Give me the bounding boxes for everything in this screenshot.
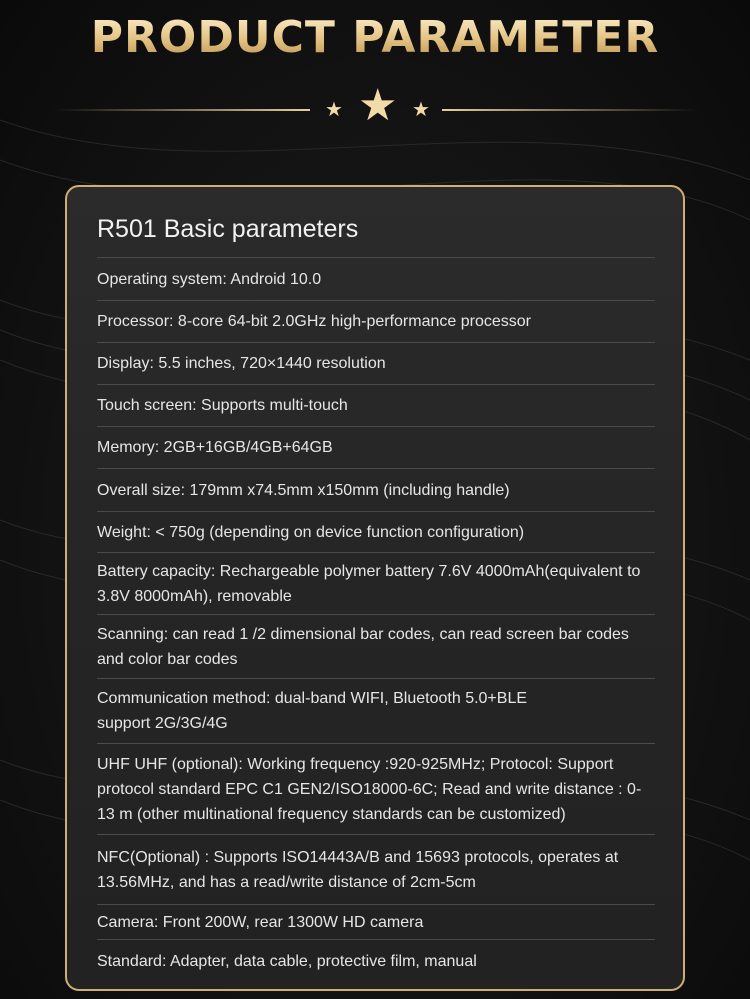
- parameter-row-size: Overall size: 179mm x74.5mm x150mm (including handle): [97, 468, 655, 511]
- parameter-row-weight: Weight: < 750g (depending on device function configuration): [97, 511, 655, 552]
- title-divider: [0, 80, 750, 134]
- parameter-row-os: Operating system: Android 10.0: [97, 257, 655, 300]
- divider-line-right: [442, 109, 697, 111]
- star-icon: ★: [412, 97, 430, 121]
- page-title: PRODUCT PARAMETER: [0, 12, 750, 63]
- parameter-row-uhf: UHF UHF (optional): Working frequency :920-925MHz; Protocol: Support protocol standard EPC C1 GEN2/ISO18000-6C; Read and write distance : 0-13 m (other multinational frequency standards can be customized): [97, 743, 655, 834]
- parameter-row-nfc: NFC(Optional) : Supports ISO14443A/B and 15693 protocols, operates at 13.56MHz, and has a read/write distance of 2cm-5cm: [97, 834, 655, 904]
- parameters-list: [97, 257, 655, 982]
- star-icon: ★: [358, 80, 398, 131]
- divider-line-left: [55, 109, 310, 111]
- card-title: R501 Basic parameters: [97, 215, 359, 243]
- parameter-row-scanning: Scanning: can read 1 /2 dimensional bar codes, can read screen bar codes and color bar codes: [97, 614, 655, 678]
- parameter-row-touch: Touch screen: Supports multi-touch: [97, 384, 655, 426]
- parameter-row-processor: Processor: 8-core 64-bit 2.0GHz high-performance processor: [97, 300, 655, 342]
- parameter-row-memory: Memory: 2GB+16GB/4GB+64GB: [97, 426, 655, 468]
- parameter-row-battery: Battery capacity: Rechargeable polymer battery 7.6V 4000mAh(equivalent to 3.8V 8000mAh), removable: [97, 552, 655, 614]
- parameter-row-standard: Standard: Adapter, data cable, protective film, manual: [97, 939, 655, 982]
- parameters-card: [65, 185, 685, 991]
- parameter-row-display: Display: 5.5 inches, 720×1440 resolution: [97, 342, 655, 384]
- parameter-row-camera: Camera: Front 200W, rear 1300W HD camera: [97, 904, 655, 939]
- parameter-row-communication: Communication method: dual-band WIFI, Bluetooth 5.0+BLE support 2G/3G/4G: [97, 678, 655, 743]
- star-icon: ★: [325, 97, 343, 121]
